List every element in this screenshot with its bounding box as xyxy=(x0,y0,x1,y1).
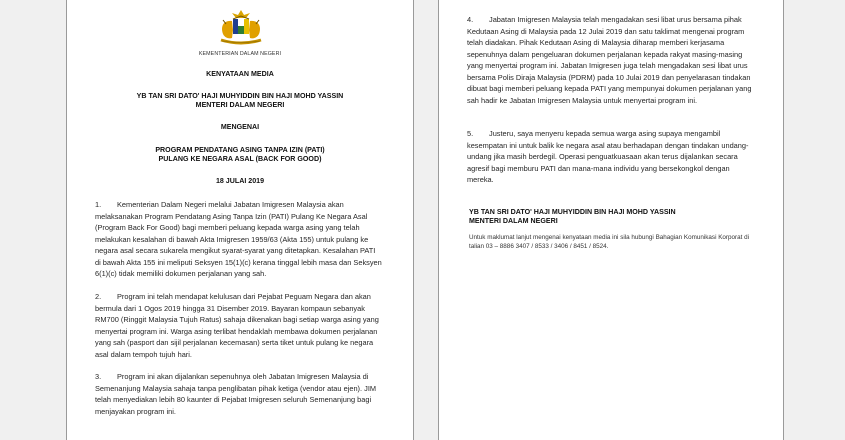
paragraph-number: 5. xyxy=(467,129,474,138)
paragraph-number: 2. xyxy=(95,292,102,301)
paragraph-1 xyxy=(95,199,387,280)
paragraph-line: 6(1)(c) tidak memiliki dokumen perjalanan yang sah. xyxy=(95,269,267,278)
paragraph-line: (Program Back For Good) bagi memberi peluang kepada warga asing yang telah xyxy=(95,223,360,232)
malaysia-coat-of-arms-icon xyxy=(206,8,276,48)
minister-title: MENTERI DALAM NEGERI xyxy=(195,101,285,109)
right-page xyxy=(438,0,784,440)
paragraph-line: menjayakan program ini. xyxy=(95,406,176,416)
left-page xyxy=(66,0,414,440)
ministry-label: KEMENTERIAN DALAM NEGERI xyxy=(198,51,282,57)
statement-title: KENYATAAN MEDIA xyxy=(206,70,274,78)
paragraph-number: 3. xyxy=(95,372,102,381)
paragraph-line: dibuat bagi memberi peluang kepada PATI yang mempunyai dokumen perjalanan yang xyxy=(467,84,752,93)
paragraph-5 xyxy=(467,128,757,186)
paragraph-line: asal dalam tempoh tujuh hari. xyxy=(95,349,192,359)
paragraph-3 xyxy=(95,371,387,417)
paragraph-4 xyxy=(467,14,757,106)
paragraph-line: telah diadakan. Pihak Kedutaan Asing di Malaysia diharap memberi kerjasama xyxy=(467,38,725,47)
paragraph-number: 4. xyxy=(467,15,474,24)
paragraph-line: menyertai program ini. Warga asing terlibat hendaklah membawa dokumen perjalanan xyxy=(95,326,378,336)
paragraph-2 xyxy=(95,291,387,360)
paragraph-line: mereka. xyxy=(467,175,494,184)
contact-line: talian 03 – 8886 3407 / 8533 / 3406 / 8451 / 8524. xyxy=(469,242,609,250)
paragraph-line: Kedutaan Asing di Malaysia pada 12 Julai 2019 dan satu taklimat mengenai program xyxy=(467,26,745,36)
paragraph-line: RM700 (Ringgit Malaysia Tujuh Ratus) sahaja dikenakan bagi setiap warga asing yang xyxy=(95,315,379,324)
paragraph-line: bersama Polis Diraja Malaysia (PDRM) pada 10 Julai 2019 dan penyelarasan tindakan xyxy=(467,72,751,82)
paragraph-number: 1. xyxy=(95,200,102,209)
signature-title: MENTERI DALAM NEGERI xyxy=(469,217,558,225)
contact-info xyxy=(469,234,759,251)
signature-block xyxy=(469,208,676,226)
paragraph-line: undang jika masih berdegil. Operasi penguatkuasaan akan terus dijalankan secara xyxy=(467,152,738,161)
paragraph-line: melaksanakan Program Pendatang Asing Tanpa Izin (PATI) Pulang Ke Negara Asal xyxy=(95,211,368,221)
paragraph-line: negara asal secara sukarela mengikut syarat-syarat yang ditetapkan. Kesalahan PATI xyxy=(95,246,376,255)
paragraph-line: sepenuhnya dalam pengeluaran dokumen perjalanan kepada rakyat masing-masing xyxy=(467,49,743,59)
minister-name: YB TAN SRI DATO' HAJI MUHYIDDIN BIN HAJI MOHD YASSIN xyxy=(136,92,344,100)
program-title-line1: PROGRAM PENDATANG ASING TANPA IZIN (PATI) xyxy=(155,146,325,154)
paragraph-line: agresif bagi memburu PATI dan mana-mana individu yang bersekongkol dengan xyxy=(467,163,730,173)
paragraph-first-line: Justeru, saya menyeru kepada semua warga asing supaya mengambil xyxy=(489,129,721,138)
paragraph-first-line: Jabatan Imigresen Malaysia telah mengadakan sesi libat urus bersama pihak xyxy=(489,15,742,24)
paragraph-line: telah menyediakan lebih 80 kaunter di Pejabat Imigresen seluruh Semenanjung bagi xyxy=(95,395,372,404)
paragraph-line: yang menyertai program ini. Jabatan Imigresen juga telah mengadakan sesi libat urus xyxy=(467,61,748,70)
subject-label: MENGENAI xyxy=(220,123,260,131)
paragraph-line: sah hadir ke Jabatan Imigresen Malaysia untuk menyertai program ini. xyxy=(467,95,698,105)
paragraph-line: di bawah Akta 155 ini meliputi Seksyen 15(1)(c) kerana tinggal lebih masa dan Seksyen xyxy=(95,257,382,267)
program-title-line2: PULANG KE NEGARA ASAL (BACK FOR GOOD) xyxy=(158,155,322,163)
contact-line: Untuk maklumat lanjut mengenai kenyataan media ini sila hubungi Bahagian Komunikasi Korporat di xyxy=(469,234,750,241)
paragraph-line: bermula dari 1 Ogos 2019 hingga 31 Disember 2019. Bayaran kompaun sebanyak xyxy=(95,303,365,313)
paragraph-first-line: Kementerian Dalam Negeri melalui Jabatan Imigresen Malaysia akan xyxy=(117,200,344,209)
paragraph-first-line: Program ini akan dijalankan sepenuhnya oleh Jabatan Imigresen Malaysia di xyxy=(117,372,369,381)
paragraph-line: kesempatan ini untuk balik ke negara asal atau berhadapan dengan tindakan undang- xyxy=(467,140,749,150)
paragraph-line: melakukan kesalahan di bawah Akta Imigresen 1959/63 (Akta 155) untuk pulang ke xyxy=(95,234,369,244)
paragraph-line: Semenanjung Malaysia sahaja tanpa penglibatan pihak ketiga (vendor atau ejen). JIM xyxy=(95,383,377,393)
paragraph-first-line: Program ini telah mendapat kelulusan dari Pejabat Peguam Negara dan akan xyxy=(117,292,371,301)
statement-date: 18 JULAI 2019 xyxy=(215,177,265,185)
signature-name: YB TAN SRI DATO' HAJI MUHYIDDIN BIN HAJI MOHD YASSIN xyxy=(469,208,676,216)
paragraph-line: yang sah (pasport dan sijil perjalanan kecemasan) serta tiket untuk pulang ke negara xyxy=(95,338,374,347)
